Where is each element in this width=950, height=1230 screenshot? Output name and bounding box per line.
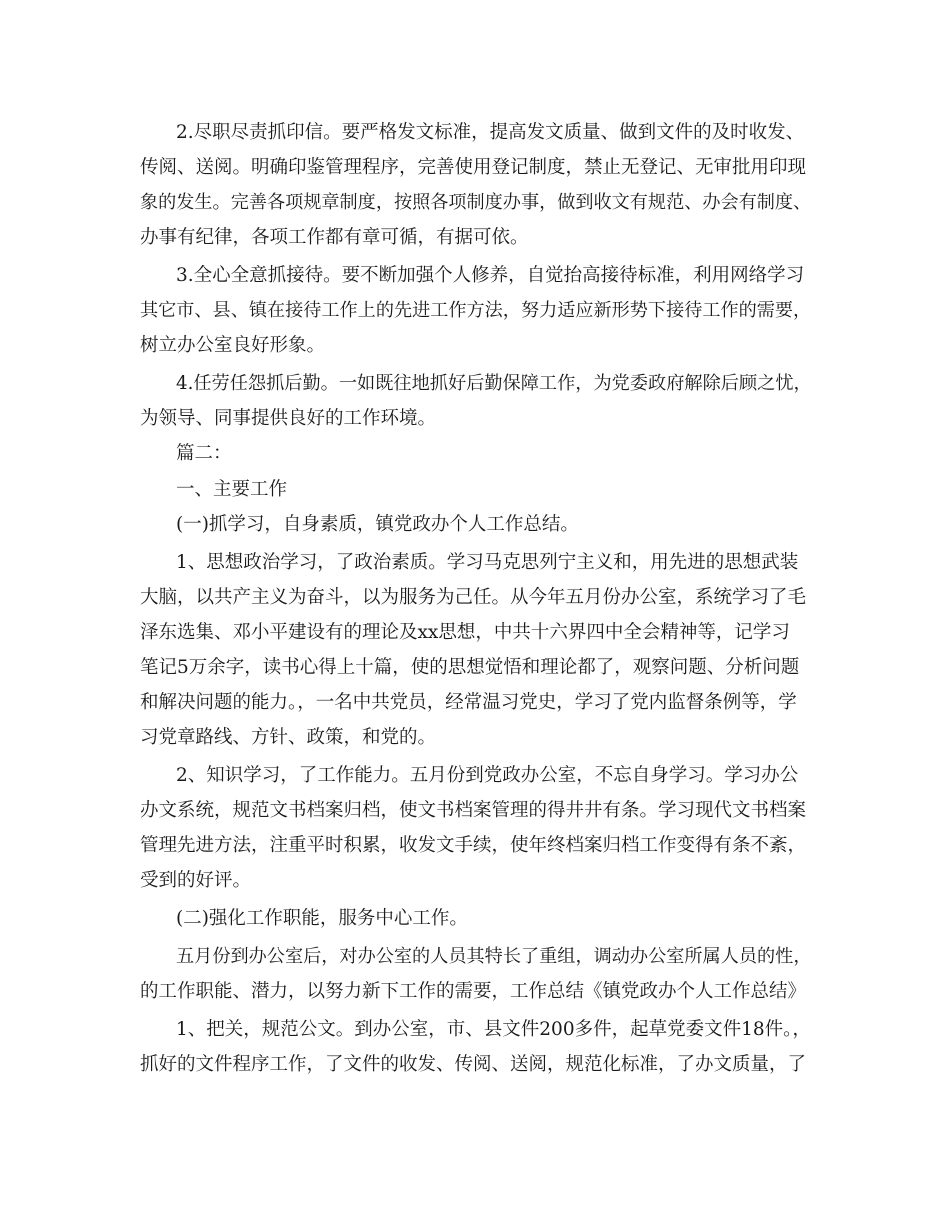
text-line: 1、思想政治学习，了政治素质。学习马克思列宁主义和，用先进的思想武装 [176,552,799,573]
text-line: 2、知识学习，了工作能力。五月份到党政办公室，不忘自身学习。学习办公 [176,765,799,786]
text-line: 抓好的文件程序工作，了文件的收发、传阅、送阅，规范化标准，了办文质量，了 [140,1054,807,1075]
text-line: 习党章路线、方针、政策，和党的。 [140,727,437,748]
text-line: 办事有纪律，各项工作都有章可循，有据可依。 [140,227,529,248]
text-line: 管理先进方法，注重平时积累，收发文手续，使年终档案归档工作变得有条不紊， [140,835,807,856]
text-line: 泽东选集、邓小平建设有的理论及xx思想，中共十六界四中全会精神等，记学习 [140,622,790,643]
text-line: 大脑，以共产主义为奋斗，以为服务为己任。从今年五月份办公室，系统学习了毛 [140,587,807,608]
subsection-heading: (二)强化工作职能，服务中心工作。 [176,908,468,929]
text-line: 3.全心全意抓接待。要不断加强个人修养，自觉抬高接待标准，利用网络学习 [176,265,805,286]
text-line: 受到的好评。 [140,870,252,891]
text-line: 五月份到办公室后，对办公室的人员其特长了重组，调动办公室所属人员的性， [176,946,812,967]
text-line: 4.任劳任怨抓后勤。一如既往地抓好后勤保障工作，为党委政府解除后顾之忧， [176,373,812,394]
text-line: 办文系统，规范文书档案归档，使文书档案管理的得井井有条。学习现代文书档案 [140,800,807,821]
section-heading: 篇二： [176,443,232,464]
text-line: 2.尽职尽责抓印信。要严格发文标准，提高发文质量、做到文件的及时收发、 [176,122,805,143]
section-heading: 一、主要工作 [176,479,288,500]
text-line: 和解决问题的能力。，一名中共党员，经常温习党史，学习了党内监督条例等，学 [140,692,797,713]
text-line: 树立办公室良好形象。 [140,335,326,356]
text-line: 传阅、送阅。明确印鉴管理程序，完善使用登记制度，禁止无登记、无审批用印现 [140,157,807,178]
text-line: 1、把关，规范公文。到办公室，市、县文件200多件，起草党委文件18件。， [176,1019,811,1040]
subsection-heading: (一)抓学习，自身素质，镇党政办个人工作总结。 [176,514,579,535]
text-line: 为领导、同事提供良好的工作环境。 [140,408,437,429]
text-line: 的工作职能、潜力，以努力新下工作的需要，工作总结《镇党政办个人工作总结》 [140,981,807,1002]
text-line: 象的发生。完善各项规章制度，按照各项制度办事，做到收文有规范、办会有制度、 [140,192,812,213]
text-line: 笔记5万余字，读书心得上十篇，使的思想觉悟和理论都了，观察问题、分析问题 [140,657,800,678]
text-line: 其它市、县、镇在接待工作上的先进工作方法，努力适应新形势下接待工作的需要， [140,300,812,321]
